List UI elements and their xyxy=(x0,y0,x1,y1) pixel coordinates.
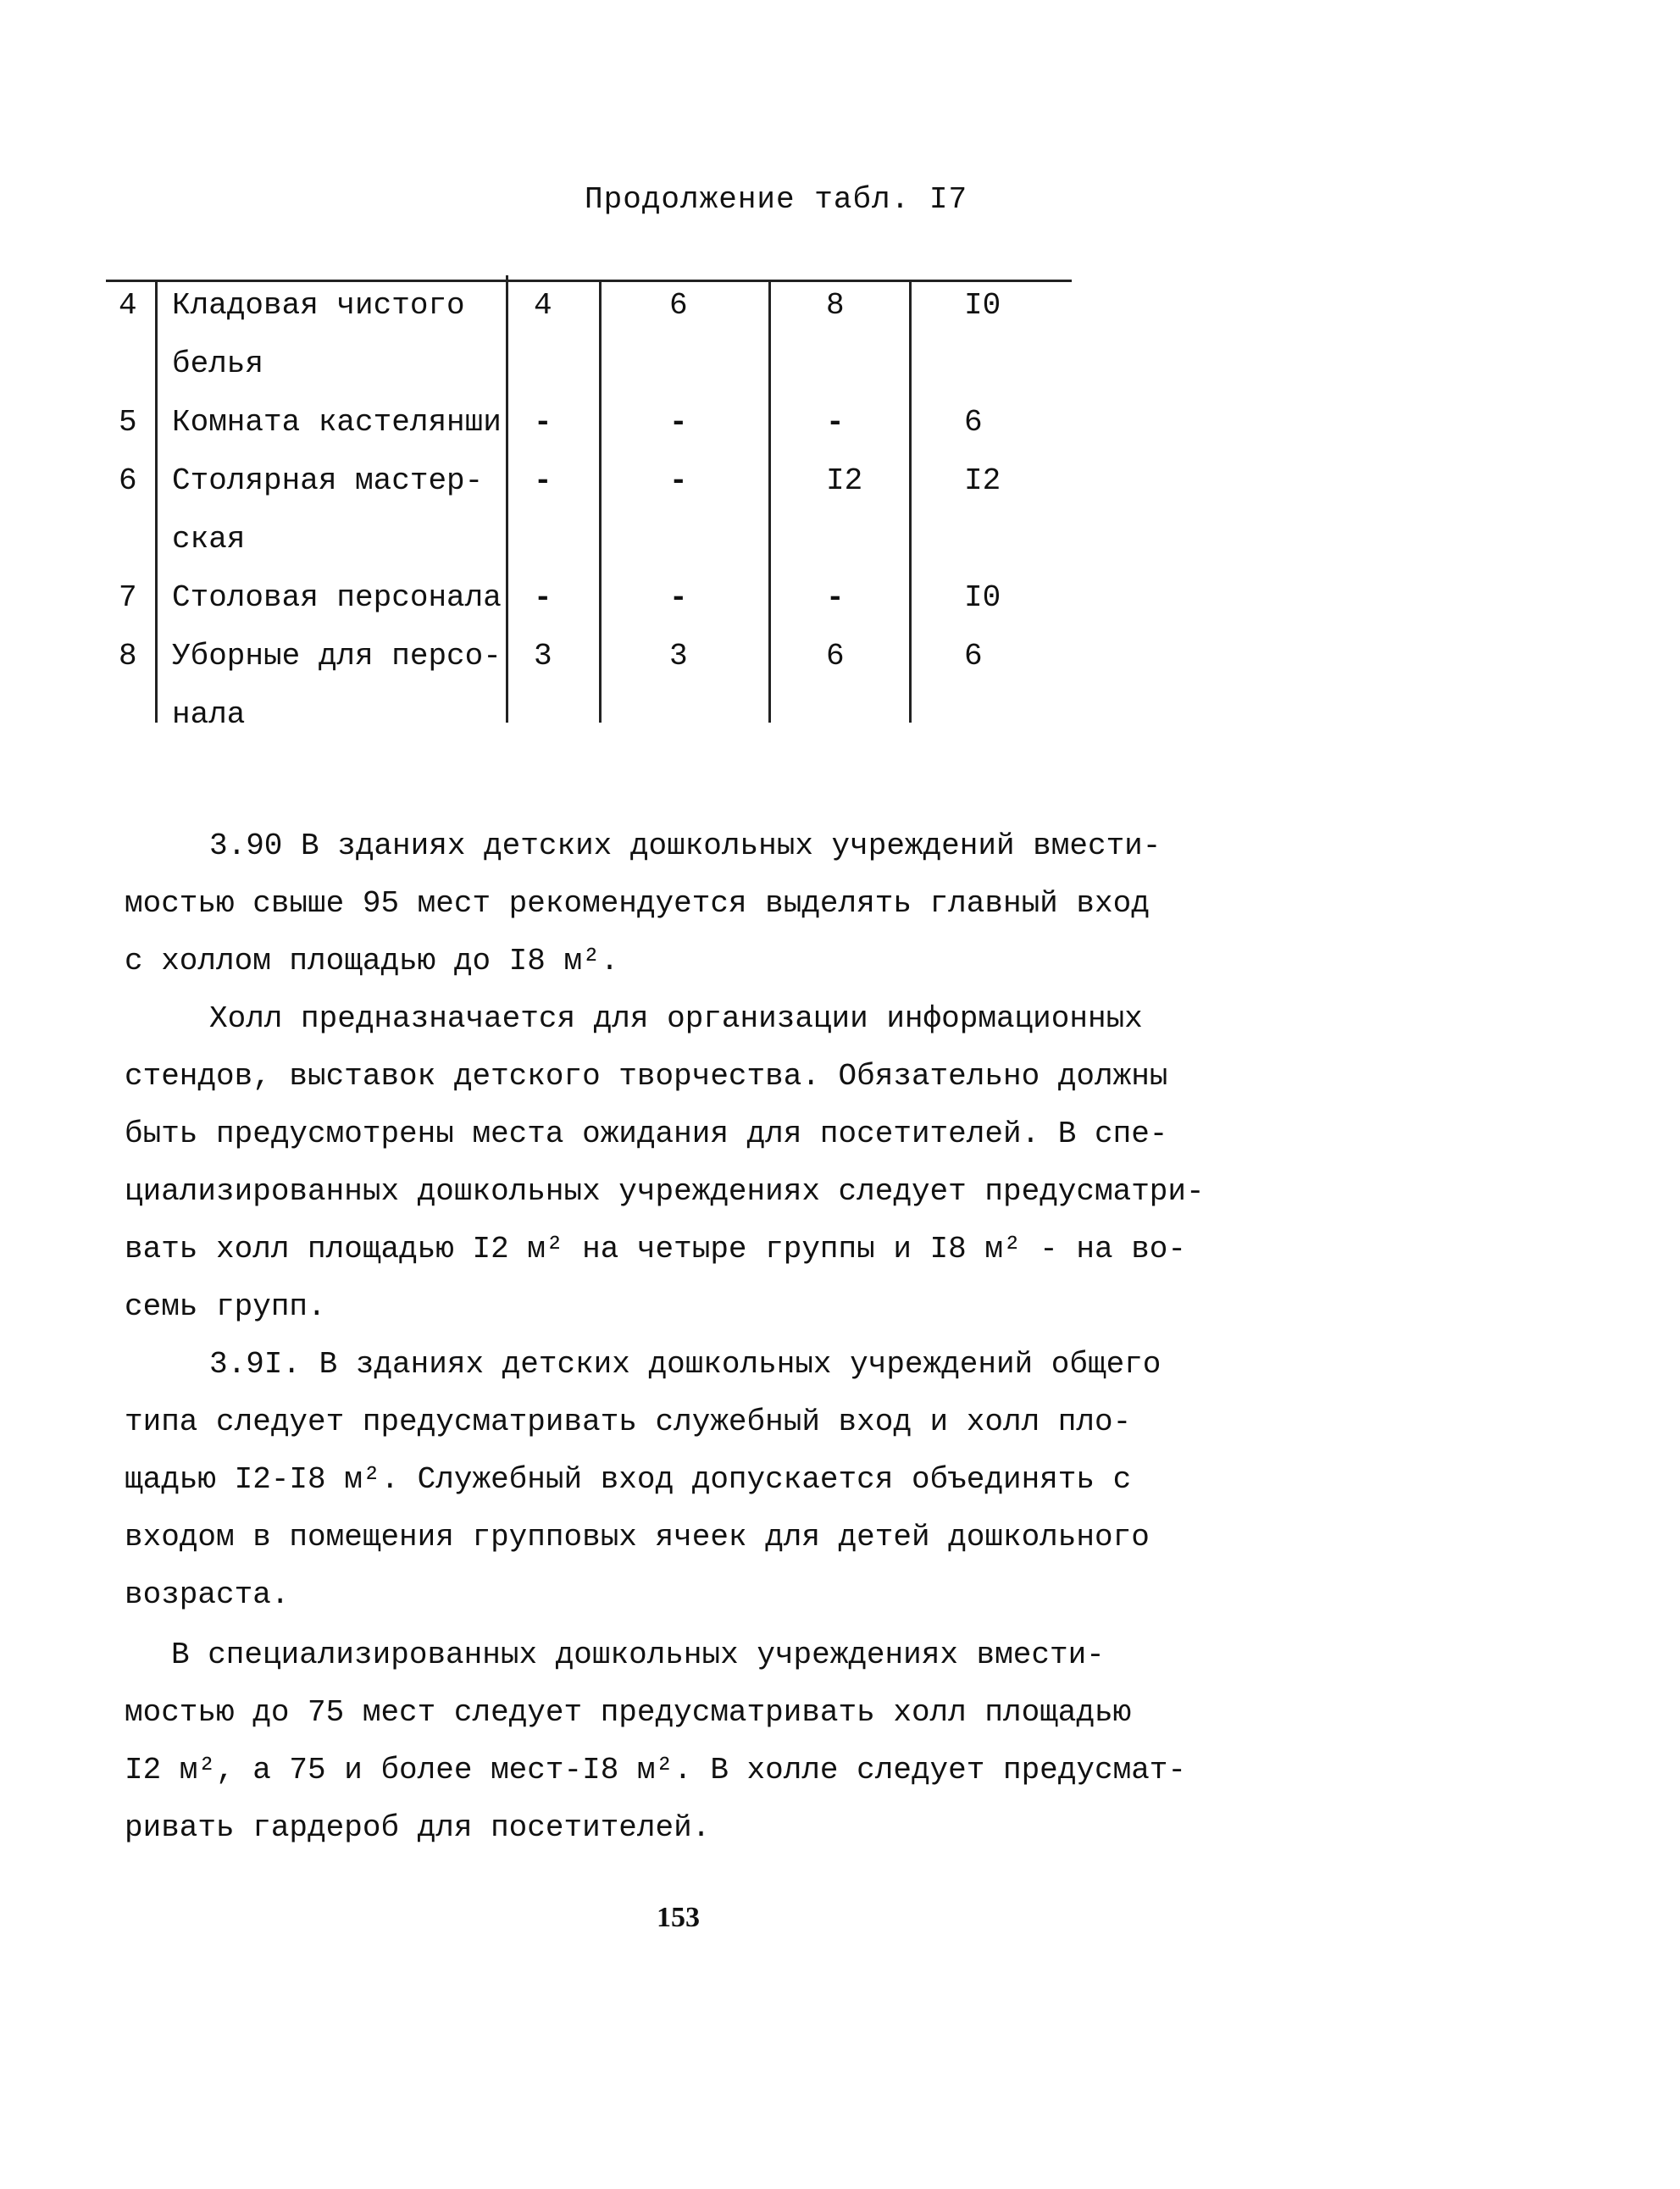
table-cell: - xyxy=(826,405,845,440)
body-text xyxy=(125,817,1205,1857)
table-cell: 8 xyxy=(826,288,845,323)
table-row-num: 4 xyxy=(119,288,137,323)
table-row-num: 7 xyxy=(119,580,137,615)
table-divider-c2 xyxy=(768,282,771,723)
paragraph-hall xyxy=(125,990,1205,1336)
text-line: циализированных дошкольных учреждениях следует предусматри- xyxy=(125,1174,1205,1209)
table-row-name-cont: ская xyxy=(172,522,246,557)
table-cell: I2 xyxy=(964,463,1001,498)
table-row-name-cont: белья xyxy=(172,346,264,381)
paragraph-3-90 xyxy=(125,817,1167,990)
table-divider-name xyxy=(506,275,508,723)
table-cell: - xyxy=(669,463,688,498)
table-cell: 3 xyxy=(534,639,552,673)
table-cell: - xyxy=(534,405,552,440)
text-line: семь групп. xyxy=(125,1289,326,1324)
table-cell: - xyxy=(669,580,688,615)
table-row-name-cont: нала xyxy=(172,697,246,732)
text-line: щадью I2-I8 м². Служебный вход допускается объединять с xyxy=(125,1462,1132,1497)
text-line: с холлом площадью до I8 м². xyxy=(125,944,619,978)
table-divider-num xyxy=(155,282,158,723)
text-line: 3.9I. В зданиях детских дошкольных учреждений общего xyxy=(209,1347,1162,1382)
text-line: I2 м², а 75 и более мест-I8 м². В холле следует предусмат- xyxy=(125,1753,1187,1787)
table-cell: 6 xyxy=(964,405,983,440)
table-cell: - xyxy=(826,580,845,615)
table-cell: - xyxy=(534,463,552,498)
text-line: входом в помещения групповых ячеек для детей дошкольного xyxy=(125,1520,1150,1554)
table-cell: - xyxy=(669,405,688,440)
table-top-rule xyxy=(106,280,1072,282)
table-row-name: Столовая персонала xyxy=(172,580,502,615)
paragraph-specialized xyxy=(125,1627,1187,1857)
text-line: вать холл площадью I2 м² на четыре группы и I8 м² - на во- xyxy=(125,1232,1187,1266)
table-row-name: Кладовая чистого xyxy=(172,288,465,323)
rooms-table xyxy=(0,0,1680,762)
table-row-name: Комната кастелянши xyxy=(172,405,502,440)
table-cell: 4 xyxy=(534,288,552,323)
text-line: ривать гардероб для посетителей. xyxy=(125,1810,711,1845)
table-cell: 6 xyxy=(964,639,983,673)
table-cell: - xyxy=(534,580,552,615)
text-line: 3.90 В зданиях детских дошкольных учреждений вмести- xyxy=(209,828,1162,863)
text-line: возраста. xyxy=(125,1577,290,1612)
table-cell: 6 xyxy=(669,288,688,323)
table-row-num: 8 xyxy=(119,639,137,673)
text-line: мостью свыше 95 мест рекомендуется выделять главный вход xyxy=(125,886,1150,921)
text-line: быть предусмотрены места ожидания для посетителей. В спе- xyxy=(125,1117,1168,1151)
table-cell: I0 xyxy=(964,580,1001,615)
table-divider-c1 xyxy=(599,282,602,723)
table-row-num: 6 xyxy=(119,463,137,498)
text-line: стендов, выставок детского творчества. Обязательно должны xyxy=(125,1059,1168,1094)
table-cell: 6 xyxy=(826,639,845,673)
table-row-name: Уборные для персо- xyxy=(172,639,502,673)
text-line: мостью до 75 мест следует предусматривать холл площадью xyxy=(125,1695,1132,1730)
text-line: В специализированных дошкольных учреждениях вмести- xyxy=(171,1638,1105,1672)
text-line: Холл предназначается для организации информационных xyxy=(209,1001,1143,1036)
page-number: 153 xyxy=(657,1902,700,1933)
table-cell: 3 xyxy=(669,639,688,673)
table-cell: I0 xyxy=(964,288,1001,323)
table-row-num: 5 xyxy=(119,405,137,440)
table-cell: I2 xyxy=(826,463,863,498)
table-continuation-heading: Продолжение табл. I7 xyxy=(585,182,968,217)
table-divider-c3 xyxy=(909,282,912,723)
text-line: типа следует предусматривать служебный вход и холл пло- xyxy=(125,1405,1132,1439)
paragraph-3-91 xyxy=(125,1336,1167,1624)
table-row-name: Столярная мастер- xyxy=(172,463,484,498)
